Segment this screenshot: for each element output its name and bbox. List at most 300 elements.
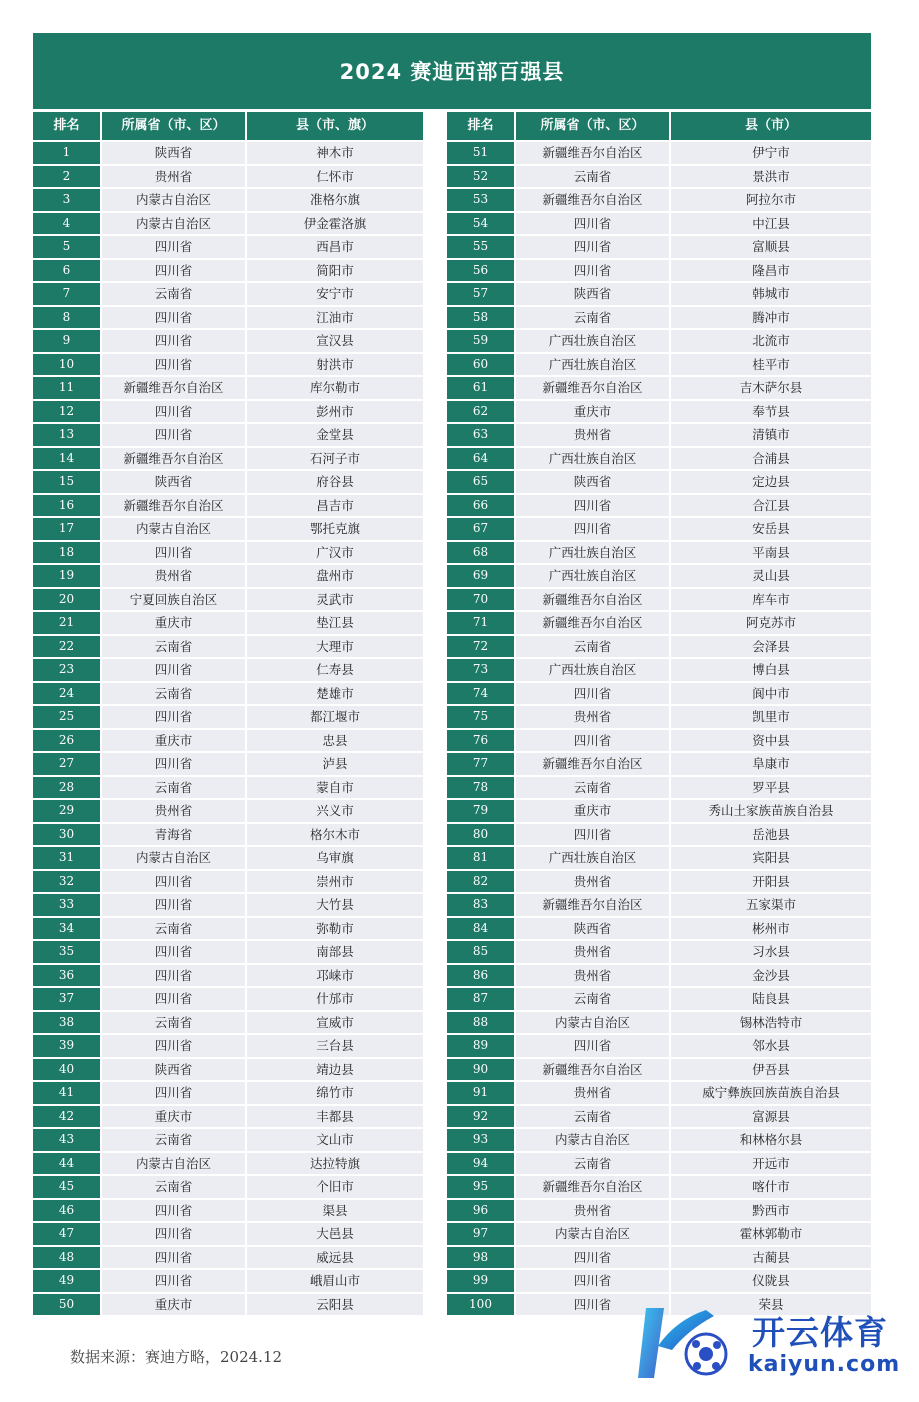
rank-cell: 28	[33, 777, 100, 799]
table-row	[33, 1270, 423, 1292]
county-cell: 神木市	[247, 142, 423, 164]
table-row	[33, 941, 423, 963]
province-cell: 重庆市	[102, 730, 245, 752]
rank-cell: 63	[447, 424, 514, 446]
county-cell: 景洪市	[671, 166, 871, 188]
rank-cell: 79	[447, 800, 514, 822]
table-row	[447, 1270, 871, 1292]
table-row	[33, 471, 423, 493]
province-cell: 云南省	[516, 1106, 669, 1128]
county-cell: 会泽县	[671, 636, 871, 658]
county-cell: 清镇市	[671, 424, 871, 446]
table-row	[33, 518, 423, 540]
county-cell: 伊吾县	[671, 1059, 871, 1081]
rank-cell: 71	[447, 612, 514, 634]
province-cell: 四川省	[102, 1035, 245, 1057]
rank-cell: 40	[33, 1059, 100, 1081]
county-cell: 罗平县	[671, 777, 871, 799]
province-cell: 云南省	[102, 683, 245, 705]
county-cell: 安宁市	[247, 283, 423, 305]
header-province: 所属省（市、区）	[516, 112, 669, 140]
table-row	[447, 589, 871, 611]
county-cell: 阿克苏市	[671, 612, 871, 634]
table-header-row	[33, 112, 423, 140]
province-cell: 陕西省	[102, 1059, 245, 1081]
province-cell: 四川省	[102, 354, 245, 376]
province-cell: 贵州省	[516, 941, 669, 963]
county-cell: 西昌市	[247, 236, 423, 258]
county-cell: 岳池县	[671, 824, 871, 846]
table-row	[447, 142, 871, 164]
rank-cell: 72	[447, 636, 514, 658]
province-cell: 重庆市	[516, 800, 669, 822]
province-cell: 陕西省	[102, 471, 245, 493]
province-cell: 四川省	[102, 307, 245, 329]
province-cell: 贵州省	[516, 1082, 669, 1104]
rank-cell: 7	[33, 283, 100, 305]
rank-cell: 3	[33, 189, 100, 211]
table-row	[447, 471, 871, 493]
county-cell: 彬州市	[671, 918, 871, 940]
table-row	[33, 800, 423, 822]
table-row	[447, 189, 871, 211]
county-cell: 合江县	[671, 495, 871, 517]
county-cell: 定边县	[671, 471, 871, 493]
county-cell: 富顺县	[671, 236, 871, 258]
county-cell: 腾冲市	[671, 307, 871, 329]
table-row	[33, 213, 423, 235]
county-cell: 陆良县	[671, 988, 871, 1010]
province-cell: 新疆维吾尔自治区	[516, 894, 669, 916]
rank-cell: 86	[447, 965, 514, 987]
table-row	[447, 565, 871, 587]
rank-cell: 64	[447, 448, 514, 470]
rank-cell: 39	[33, 1035, 100, 1057]
rank-cell: 74	[447, 683, 514, 705]
province-cell: 云南省	[102, 777, 245, 799]
table-row	[447, 1106, 871, 1128]
rank-cell: 91	[447, 1082, 514, 1104]
province-cell: 四川省	[102, 753, 245, 775]
table-row	[447, 330, 871, 352]
county-cell: 弥勒市	[247, 918, 423, 940]
county-cell: 和林格尔县	[671, 1129, 871, 1151]
table-row	[33, 542, 423, 564]
table-row	[33, 1153, 423, 1175]
county-cell: 威宁彝族回族苗族自治县	[671, 1082, 871, 1104]
table-row	[447, 706, 871, 728]
county-cell: 府谷县	[247, 471, 423, 493]
rank-cell: 95	[447, 1176, 514, 1198]
rank-cell: 37	[33, 988, 100, 1010]
county-cell: 奉节县	[671, 401, 871, 423]
county-cell: 灵山县	[671, 565, 871, 587]
province-cell: 陕西省	[516, 471, 669, 493]
county-cell: 博白县	[671, 659, 871, 681]
province-cell: 广西壮族自治区	[516, 565, 669, 587]
table-row	[447, 1153, 871, 1175]
rank-cell: 54	[447, 213, 514, 235]
table-row	[447, 1035, 871, 1057]
table-row	[33, 1247, 423, 1269]
province-cell: 四川省	[102, 1270, 245, 1292]
rank-cell: 38	[33, 1012, 100, 1034]
county-cell: 峨眉山市	[247, 1270, 423, 1292]
rank-cell: 76	[447, 730, 514, 752]
rank-cell: 49	[33, 1270, 100, 1292]
county-cell: 渠县	[247, 1200, 423, 1222]
rank-cell: 90	[447, 1059, 514, 1081]
rank-cell: 88	[447, 1012, 514, 1034]
data-source-note: 数据来源：赛迪方略，2024.12	[70, 1348, 283, 1366]
rank-cell: 96	[447, 1200, 514, 1222]
table-row	[447, 354, 871, 376]
rank-cell: 5	[33, 236, 100, 258]
rank-cell: 4	[33, 213, 100, 235]
county-cell: 锡林浩特市	[671, 1012, 871, 1034]
rank-cell: 8	[33, 307, 100, 329]
ranking-table-right	[445, 110, 873, 1317]
county-cell: 石河子市	[247, 448, 423, 470]
rank-cell: 13	[33, 424, 100, 446]
province-cell: 贵州省	[102, 166, 245, 188]
rank-cell: 23	[33, 659, 100, 681]
table-row	[33, 142, 423, 164]
table-row	[33, 1035, 423, 1057]
table-row	[33, 236, 423, 258]
county-cell: 宣威市	[247, 1012, 423, 1034]
rank-cell: 70	[447, 589, 514, 611]
county-cell: 富源县	[671, 1106, 871, 1128]
table-row	[33, 871, 423, 893]
county-cell: 五家渠市	[671, 894, 871, 916]
rank-cell: 56	[447, 260, 514, 282]
province-cell: 四川省	[102, 1082, 245, 1104]
rank-cell: 75	[447, 706, 514, 728]
province-cell: 新疆维吾尔自治区	[516, 142, 669, 164]
province-cell: 四川省	[516, 1270, 669, 1292]
rank-cell: 98	[447, 1247, 514, 1269]
county-cell: 邻水县	[671, 1035, 871, 1057]
county-cell: 黔西市	[671, 1200, 871, 1222]
county-cell: 文山市	[247, 1129, 423, 1151]
rank-cell: 85	[447, 941, 514, 963]
county-cell: 大邑县	[247, 1223, 423, 1245]
province-cell: 云南省	[516, 636, 669, 658]
table-row	[447, 894, 871, 916]
province-cell: 四川省	[102, 424, 245, 446]
rank-cell: 89	[447, 1035, 514, 1057]
table-row	[33, 659, 423, 681]
table-row	[447, 307, 871, 329]
rank-cell: 67	[447, 518, 514, 540]
table-row	[33, 1129, 423, 1151]
rank-cell: 33	[33, 894, 100, 916]
rank-cell: 43	[33, 1129, 100, 1151]
table-row	[33, 1059, 423, 1081]
county-cell: 灵武市	[247, 589, 423, 611]
rank-cell: 9	[33, 330, 100, 352]
county-cell: 阿拉尔市	[671, 189, 871, 211]
province-cell: 四川省	[102, 401, 245, 423]
province-cell: 云南省	[102, 636, 245, 658]
page-title: 2024 赛迪西部百强县	[33, 33, 871, 109]
county-cell: 古蔺县	[671, 1247, 871, 1269]
header-province: 所属省（市、区）	[102, 112, 245, 140]
rank-cell: 58	[447, 307, 514, 329]
rank-cell: 68	[447, 542, 514, 564]
county-cell: 金沙县	[671, 965, 871, 987]
county-cell: 阆中市	[671, 683, 871, 705]
province-cell: 四川省	[516, 683, 669, 705]
county-cell: 简阳市	[247, 260, 423, 282]
tables-row	[33, 112, 871, 1315]
rank-cell: 35	[33, 941, 100, 963]
rank-cell: 26	[33, 730, 100, 752]
rank-cell: 16	[33, 495, 100, 517]
province-cell: 内蒙古自治区	[516, 1012, 669, 1034]
province-cell: 云南省	[516, 307, 669, 329]
county-cell: 开阳县	[671, 871, 871, 893]
table-row	[33, 636, 423, 658]
county-cell: 伊金霍洛旗	[247, 213, 423, 235]
watermark-brand: 开云体育	[752, 1313, 888, 1352]
table-row	[33, 988, 423, 1010]
table-row	[447, 213, 871, 235]
table-row	[33, 1294, 423, 1316]
rank-cell: 42	[33, 1106, 100, 1128]
table-row	[33, 730, 423, 752]
table-row	[447, 518, 871, 540]
table-row	[447, 871, 871, 893]
rank-cell: 73	[447, 659, 514, 681]
province-cell: 四川省	[516, 730, 669, 752]
county-cell: 靖边县	[247, 1059, 423, 1081]
province-cell: 云南省	[102, 1012, 245, 1034]
rank-cell: 27	[33, 753, 100, 775]
province-cell: 新疆维吾尔自治区	[516, 1059, 669, 1081]
rank-cell: 11	[33, 377, 100, 399]
table-row	[33, 377, 423, 399]
rank-cell: 47	[33, 1223, 100, 1245]
county-cell: 三台县	[247, 1035, 423, 1057]
province-cell: 四川省	[102, 542, 245, 564]
rank-cell: 46	[33, 1200, 100, 1222]
table-row	[33, 166, 423, 188]
rank-cell: 30	[33, 824, 100, 846]
province-cell: 广西壮族自治区	[516, 659, 669, 681]
county-cell: 都江堰市	[247, 706, 423, 728]
rank-cell: 10	[33, 354, 100, 376]
rank-cell: 78	[447, 777, 514, 799]
rank-cell: 92	[447, 1106, 514, 1128]
province-cell: 四川省	[102, 871, 245, 893]
province-cell: 四川省	[516, 495, 669, 517]
county-cell: 北流市	[671, 330, 871, 352]
rank-cell: 18	[33, 542, 100, 564]
county-cell: 仁寿县	[247, 659, 423, 681]
province-cell: 青海省	[102, 824, 245, 846]
province-cell: 四川省	[516, 518, 669, 540]
table-row	[447, 824, 871, 846]
table-row	[447, 542, 871, 564]
rank-cell: 34	[33, 918, 100, 940]
province-cell: 重庆市	[102, 612, 245, 634]
rank-cell: 55	[447, 236, 514, 258]
header-county: 县（市、旗）	[247, 112, 423, 140]
rank-cell: 6	[33, 260, 100, 282]
ranking-table-left	[31, 110, 425, 1317]
province-cell: 四川省	[516, 1247, 669, 1269]
table-row	[447, 612, 871, 634]
county-cell: 阜康市	[671, 753, 871, 775]
rank-cell: 87	[447, 988, 514, 1010]
table-row	[447, 1176, 871, 1198]
province-cell: 贵州省	[102, 800, 245, 822]
province-cell: 内蒙古自治区	[102, 213, 245, 235]
county-cell: 隆昌市	[671, 260, 871, 282]
table-row	[33, 706, 423, 728]
province-cell: 内蒙古自治区	[102, 518, 245, 540]
rank-cell: 25	[33, 706, 100, 728]
province-cell: 新疆维吾尔自治区	[102, 377, 245, 399]
province-cell: 四川省	[516, 1294, 669, 1316]
rank-cell: 20	[33, 589, 100, 611]
rank-cell: 2	[33, 166, 100, 188]
county-cell: 中江县	[671, 213, 871, 235]
table-row	[447, 753, 871, 775]
table-row	[33, 283, 423, 305]
table-row	[447, 988, 871, 1010]
table-row	[33, 1082, 423, 1104]
table-row	[33, 189, 423, 211]
rank-cell: 31	[33, 847, 100, 869]
table-row	[33, 448, 423, 470]
county-cell: 喀什市	[671, 1176, 871, 1198]
table-row	[447, 448, 871, 470]
province-cell: 四川省	[102, 941, 245, 963]
table-row	[33, 918, 423, 940]
table-row	[33, 753, 423, 775]
table-row	[33, 683, 423, 705]
province-cell: 云南省	[516, 166, 669, 188]
rank-cell: 21	[33, 612, 100, 634]
rank-cell: 36	[33, 965, 100, 987]
province-cell: 四川省	[102, 1247, 245, 1269]
province-cell: 陕西省	[516, 918, 669, 940]
province-cell: 内蒙古自治区	[102, 189, 245, 211]
county-cell: 霍林郭勒市	[671, 1223, 871, 1245]
province-cell: 重庆市	[102, 1106, 245, 1128]
province-cell: 四川省	[516, 236, 669, 258]
county-cell: 崇州市	[247, 871, 423, 893]
rank-cell: 15	[33, 471, 100, 493]
rank-cell: 32	[33, 871, 100, 893]
county-cell: 桂平市	[671, 354, 871, 376]
province-cell: 新疆维吾尔自治区	[516, 1176, 669, 1198]
rank-cell: 44	[33, 1153, 100, 1175]
rank-cell: 61	[447, 377, 514, 399]
table-row	[447, 1223, 871, 1245]
province-cell: 新疆维吾尔自治区	[102, 495, 245, 517]
province-cell: 广西壮族自治区	[516, 847, 669, 869]
province-cell: 贵州省	[102, 565, 245, 587]
rank-cell: 17	[33, 518, 100, 540]
county-cell: 泸县	[247, 753, 423, 775]
table-row	[447, 1129, 871, 1151]
province-cell: 陕西省	[516, 283, 669, 305]
table-row	[447, 236, 871, 258]
province-cell: 新疆维吾尔自治区	[516, 189, 669, 211]
header-rank: 排名	[447, 112, 514, 140]
table-row	[33, 824, 423, 846]
province-cell: 四川省	[516, 824, 669, 846]
province-cell: 重庆市	[516, 401, 669, 423]
county-cell: 云阳县	[247, 1294, 423, 1316]
province-cell: 贵州省	[516, 1200, 669, 1222]
county-cell: 伊宁市	[671, 142, 871, 164]
county-cell: 个旧市	[247, 1176, 423, 1198]
county-cell: 库尔勒市	[247, 377, 423, 399]
rank-cell: 94	[447, 1153, 514, 1175]
province-cell: 广西壮族自治区	[516, 542, 669, 564]
rank-cell: 41	[33, 1082, 100, 1104]
ranking-table-container	[33, 33, 871, 1315]
province-cell: 云南省	[102, 918, 245, 940]
watermark-domain: kaiyun.com	[748, 1352, 901, 1377]
table-row	[447, 1082, 871, 1104]
table-row	[33, 565, 423, 587]
table-row	[447, 1200, 871, 1222]
table-row	[447, 800, 871, 822]
county-cell: 射洪市	[247, 354, 423, 376]
county-cell: 习水县	[671, 941, 871, 963]
county-cell: 丰都县	[247, 1106, 423, 1128]
province-cell: 四川省	[102, 1223, 245, 1245]
county-cell: 彭州市	[247, 401, 423, 423]
county-cell: 准格尔旗	[247, 189, 423, 211]
rank-cell: 82	[447, 871, 514, 893]
rank-cell: 93	[447, 1129, 514, 1151]
table-row	[33, 401, 423, 423]
county-cell: 垫江县	[247, 612, 423, 634]
rank-cell: 80	[447, 824, 514, 846]
rank-cell: 81	[447, 847, 514, 869]
rank-cell: 52	[447, 166, 514, 188]
table-row	[33, 612, 423, 634]
rank-cell: 84	[447, 918, 514, 940]
table-row	[447, 683, 871, 705]
province-cell: 内蒙古自治区	[516, 1129, 669, 1151]
table-row	[447, 918, 871, 940]
county-cell: 吉木萨尔县	[671, 377, 871, 399]
county-cell: 开远市	[671, 1153, 871, 1175]
province-cell: 云南省	[102, 1176, 245, 1198]
province-cell: 内蒙古自治区	[516, 1223, 669, 1245]
table-row	[447, 1247, 871, 1269]
table-row	[33, 1106, 423, 1128]
county-cell: 蒙自市	[247, 777, 423, 799]
county-cell: 资中县	[671, 730, 871, 752]
province-cell: 重庆市	[102, 1294, 245, 1316]
county-cell: 绵竹市	[247, 1082, 423, 1104]
province-cell: 贵州省	[516, 965, 669, 987]
table-row	[447, 495, 871, 517]
table-row	[447, 659, 871, 681]
rank-cell: 100	[447, 1294, 514, 1316]
province-cell: 贵州省	[516, 871, 669, 893]
province-cell: 广西壮族自治区	[516, 448, 669, 470]
